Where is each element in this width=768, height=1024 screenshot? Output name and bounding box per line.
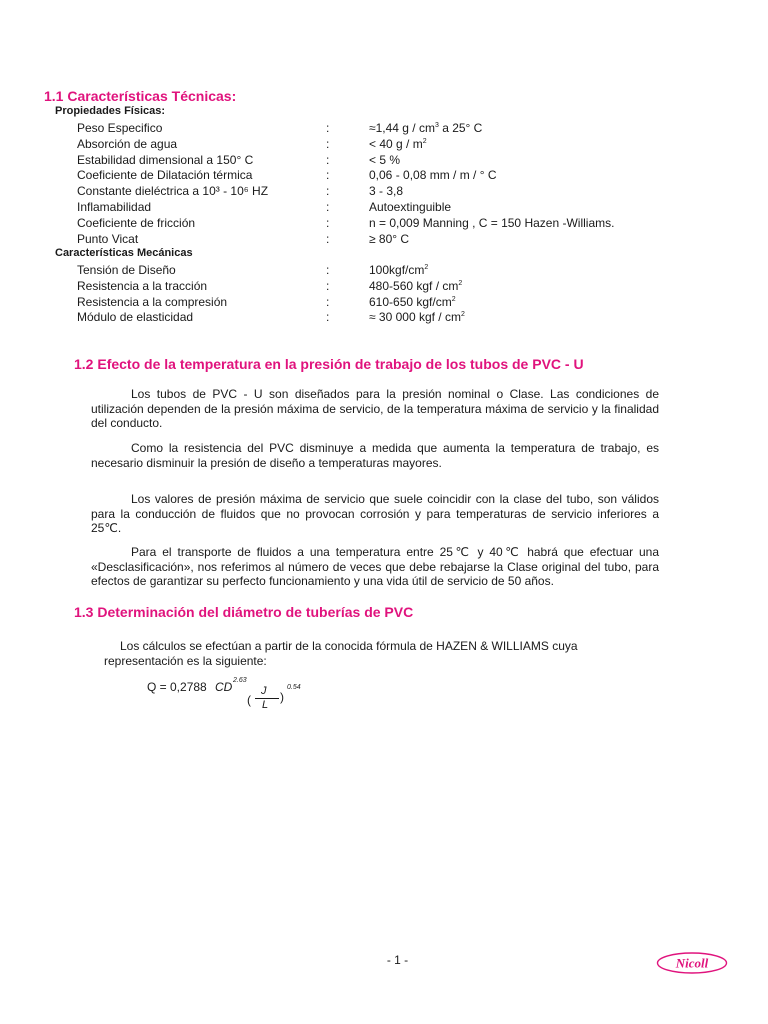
paragraph: Los tubos de PVC - U son diseñados para la presión nominal o Clase. Las condiciones de utilización dependen de la presión máxima de servicio, de la temperatura máxima de servicio y la finalidad del conducto.: [91, 387, 659, 430]
section-1-3-title: 1.3 Determinación del diámetro de tuberías de PVC: [74, 604, 414, 620]
property-label: Tensión de Diseño: [77, 263, 176, 277]
physical-properties-heading: Propiedades Físicas:: [55, 105, 166, 117]
colon-separator: :: [326, 278, 330, 293]
colon-separator: :: [326, 200, 330, 214]
property-value: $100kgf/cm^2$: [369, 263, 429, 277]
property-label: Punto Vicat: [77, 231, 139, 246]
property-label: Peso Especifico: [77, 121, 163, 135]
property-label: Constante dieléctrica a 10³ - 10⁶ HZ: [77, 184, 269, 199]
property-value: n = 0,009 Manning , C = 150 Hazen -Williams.: [369, 215, 615, 230]
colon-separator: :: [326, 310, 330, 325]
colon-separator: :: [326, 231, 330, 246]
colon-separator: :: [326, 152, 330, 167]
property-label: Estabilidad dimensional a 150° C: [77, 152, 254, 167]
formula-exponent-2: 0.54: [287, 684, 301, 691]
property-label: Resistencia a la tracción: [77, 278, 208, 293]
property-value: Autoextinguible: [369, 200, 452, 214]
logo-lettering: Nicoll: [675, 955, 709, 971]
section-1-2-title: 1.2 Efecto de la temperatura en la presión de trabajo de los tubos de PVC - U: [74, 356, 584, 372]
property-value: 480-560 kgf / $cm^2$: [369, 278, 463, 293]
property-value: 610-650 kgf/$cm^2$: [369, 294, 456, 309]
page-number: - 1 -: [386, 953, 409, 967]
property-value: ≈ 30 000 kgf / $cm^2$: [369, 310, 465, 325]
formula-intro: Los cálculos se efectúan a partir de la conocida fórmula de HAZEN & WILLIAMS cuya representación es la siguiente:: [104, 639, 578, 668]
paragraph: Para el transporte de fluidos a una temperatura entre 25℃ y 40℃ habrá que efectuar una «Desclasificación», nos referimos al número de veces que debe rebajarse la Clase original del tubo, para efectos de garantizar su perfecto funcionamiento y una vida útil de servicio de 50 años.: [91, 545, 659, 588]
colon-separator: :: [326, 184, 330, 199]
paragraph: Como la resistencia del PVC disminuye a medida que aumenta la temperatura de trabajo, es necesario disminuir la presión de diseño a temperaturas mayores.: [91, 441, 659, 470]
formula-left-paren: (: [247, 693, 251, 707]
property-label: Coeficiente de fricción: [77, 215, 196, 230]
colon-separator: :: [326, 263, 330, 277]
colon-separator: :: [326, 215, 330, 230]
colon-separator: :: [326, 136, 330, 151]
paragraph: Los valores de presión máxima de servicio que suele coincidir con la clase del tubo, son válidos para la conducción de fluidos que no provocan corrosión y para temperaturas de servicio inferiores a 25℃.: [91, 492, 659, 535]
property-label: Coeficiente de Dilatación térmica: [77, 168, 253, 183]
property-value: < 5 %: [369, 152, 401, 167]
property-label: Inflamabilidad: [77, 200, 152, 214]
formula-cd: CD: [215, 680, 233, 694]
nicoll-logo: [656, 951, 728, 975]
property-value: ≥ 80° C: [369, 231, 410, 246]
colon-separator: :: [326, 294, 330, 309]
formula-exponent-1: 2.63: [233, 677, 247, 684]
property-value: 3 - 3,8: [369, 184, 404, 199]
property-label: Absorción de agua: [77, 136, 178, 151]
formula-denominator: L: [262, 699, 269, 711]
formula-right-paren: ): [280, 690, 284, 704]
property-value: < 40 g / $m^2$: [369, 136, 427, 151]
formula-lhs: Q = 0,2788: [147, 680, 207, 694]
property-value: ≈1,44 g / $cm^3$ a 25° C: [369, 121, 483, 135]
colon-separator: :: [326, 121, 330, 135]
property-label: Resistencia a la compresión: [77, 294, 228, 309]
property-label: Módulo de elasticidad: [77, 310, 194, 325]
mechanical-properties-heading: Características Mecánicas: [55, 247, 193, 259]
colon-separator: :: [326, 168, 330, 183]
formula-numerator: J: [261, 685, 267, 697]
property-value: 0,06 - 0,08 mm / m / ° C: [369, 168, 497, 183]
section-1-1-title: 1.1 Características Técnicas:: [44, 88, 237, 104]
